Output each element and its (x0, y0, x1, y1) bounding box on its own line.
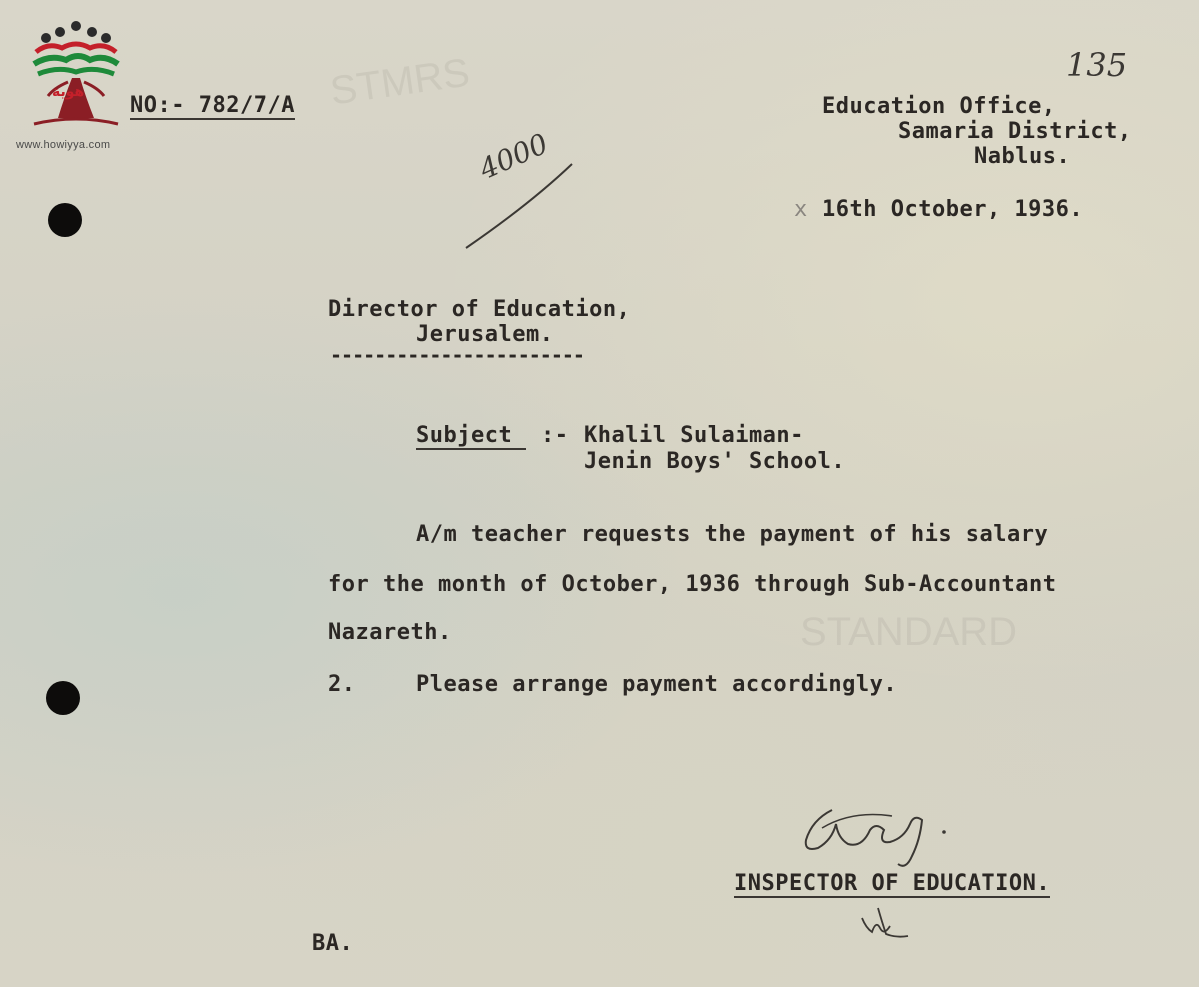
recipient-line-2: Jerusalem. (416, 322, 554, 347)
handwritten-slash (460, 160, 580, 255)
subject-label: Subject (416, 423, 526, 448)
punch-hole-top (48, 203, 82, 237)
handwritten-initial-mark (856, 898, 916, 944)
ghost-stamp-bottom: STANDARD (800, 610, 1018, 654)
date-mark: x (794, 197, 808, 222)
subject-line-1: Khalil Sulaiman- (584, 423, 804, 448)
handwritten-note: 4000 (474, 126, 553, 187)
body-paragraph-2-text: Please arrange payment accordingly. (416, 672, 898, 697)
body-paragraph-1-line-1: A/m teacher requests the payment of his salary (416, 522, 1049, 547)
letter-date: 16th October, 1936. (822, 197, 1084, 222)
typist-initials: BA. (312, 931, 354, 956)
punch-hole-bottom (46, 681, 80, 715)
folio-number: 135 (1066, 46, 1128, 84)
subject-line-2: Jenin Boys' School. (584, 449, 846, 474)
tree-logo-icon (28, 18, 124, 136)
ghost-stamp-top: STMRS (327, 50, 473, 114)
body-paragraph-1-line-3: Nazareth. (328, 620, 452, 645)
recipient-rule: ----------------------- (330, 343, 584, 367)
logo-url-text: www.howiyya.com (16, 139, 111, 151)
logo-arabic-text: هوية (52, 84, 85, 100)
subject-separator: :- (541, 423, 569, 448)
body-paragraph-2-number: 2. (328, 672, 356, 697)
reference-number: NO:- 782/7/A (130, 93, 295, 118)
sender-line-1: Education Office, (822, 94, 1056, 119)
howiyya-logo (28, 18, 124, 136)
body-paragraph-1-line-2: for the month of October, 1936 through Sub-Accountant (328, 572, 1057, 597)
recipient-line-1: Director of Education, (328, 297, 631, 322)
signature-title: INSPECTOR OF EDUCATION. (734, 871, 1051, 896)
sender-line-3: Nablus. (974, 144, 1071, 169)
handwritten-signature (792, 790, 972, 880)
sender-line-2: Samaria District, (898, 119, 1132, 144)
